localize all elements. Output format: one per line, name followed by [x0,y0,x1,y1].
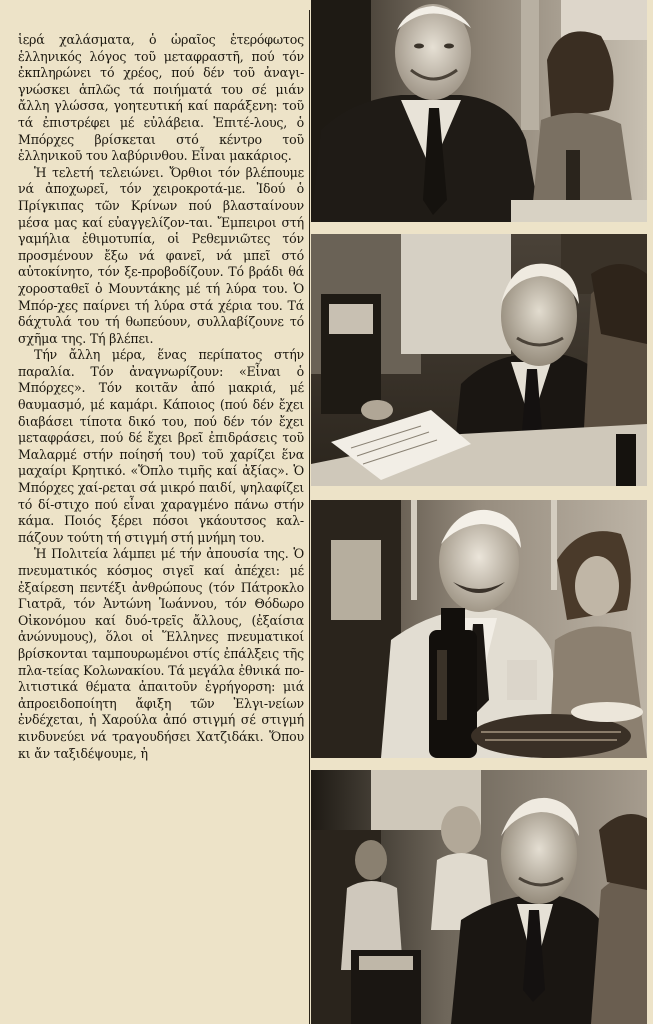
article-paragraph-4: Ἡ Πολιτεία λάμπει μέ τήν ἀπουσία της. Ὁ πνευματικός κόσμος σιγεῖ καί ἀπέχει: μέ ἐξαίρεση πεντέξι ἀνθρώπους (τόν Πάτροκλο Γιατρᾶ, τόν Ἀντώνη Ἰωάννου, τόν Θόδωρο Οἰκονόμου καί δυό-τρεῖς ἄλλους, (ἐξαίσια ἀνώνυμους), ὅλοι οἱ Ἕλληνες πνευματικοί βρίσκονται ταμπουρωμένοι στίς ἐπάλξεις τῆς πλα-τείας Κολωνακίου. Τά μεγάλα ἐθνικά πο-λιτιστικά θέματα ἀπαιτοῦν ἐγρήγορση: μιά ἀπροειδοποίητη ἄφιξη τῶν Ἐλγι-νείων ἐνδέχεται, ἡ Χαρούλα ἀπό στιγμή σέ στιγμή κινδυνεύει νά τραγουδήσει Χατζιδάκι. Ὅπου κι ἄν ταξιδέψουμε, ἡ [18,546,304,761]
column-divider [309,10,310,1024]
photo-borges-smiling-cafe [311,0,647,222]
article-text-column [18,32,304,762]
photo-2-image [311,234,647,486]
photo-3-image [311,500,647,758]
photo-borges-at-table [311,234,647,486]
photo-borges-cafe-crowd [311,770,647,1024]
photo-4-image [311,770,647,1024]
photo-1-image [311,0,647,222]
article-paragraph-3: Τήν ἄλλη μέρα, ἕνας περίπατος στήν παραλία. Τόν ἀναγνωρίζουν: «Εἶναι ὁ Μπόρχες». Τόν κοιτᾶν ἀπό μακριά, μέ θαυμασμό, μέ καμάρι. Κάποιος (πού δέν ἔχει διαβάσει τίποτα δικό του, πού δέν τόν ἔχει μεταφράσει, πού δέ ἔχει βρεῖ ἐπιδράσεις τοῦ Μαλαρμέ στήν ποίησή του) τοῦ χαρίζει ἕνα μαχαίρι Κρητικό. «Ὅπλο τιμῆς καί ἀξίας». Ὁ Μπόρχες χαί-ρεται σά μικρό παιδί, ψηλαφίζει τό δί-στιχο πού εἶναι χαραγμένο πάνω στήν κάμα. Ποιός ξέρει πόσοι γκάουτσος καλ-πάζουν τούτη τή στιγμή στή μνήμη του. [18,347,304,545]
article-paragraph-2: Ἡ τελετή τελειώνει. Ὄρθιοι τόν βλέπουμε νά ἀποχωρεῖ, τόν χειροκροτά-με. Ἰδού ὁ Πρίγκιπας τῶν Κρίνων πού βλασταίνουν μέσα μας καί εὐαγγελίζον-ται. Ἔμπειροι στή γαμήλια ἐθιμοτυπία, οἱ Ρεθεμνιῶτες τόν προσμένουν ἔξω νά φανεῖ, νά μπεῖ στό αὐτοκίνητο, τόν ξε-προβοδίζουν. Τό βράδι θά χοροσταθεῖ ὁ Μουντάκης μέ τή λύρα του. Ὁ Μπόρ-χες παίρνει τή λύρα στά χέρια του. Τά δάχτυλά του τή θωπεύουν, συλλαβίζουνε τό σχῆμα της. Τή βλέπει. [18,164,304,346]
article-paragraph-1: ἱερά χαλάσματα, ὁ ὡραῖος ἑτερόφωτος ἑλληνικός λόγος τοῦ μεταφραστῆ, πού τόν ἐκπληρώνει τό χρέος, πού δέν τοῦ ἀναγι-γνώσκει ἁπλῶς τά ποιήματά του σέ μιάν ἄλλη γλώσσα, γοητευτική καί παράξενη: τοῦ τά ἐπιστρέφει μέ εὐλάβεια. Ἐπιτέ-λους, ὁ Μπόρχες βρίσκεται στό κέντρο τοῦ ἑλληνικοῦ του λαβύρινθου. Εἶναι μακάριος. [18,32,304,164]
photo-borges-laughing-bottle [311,500,647,758]
